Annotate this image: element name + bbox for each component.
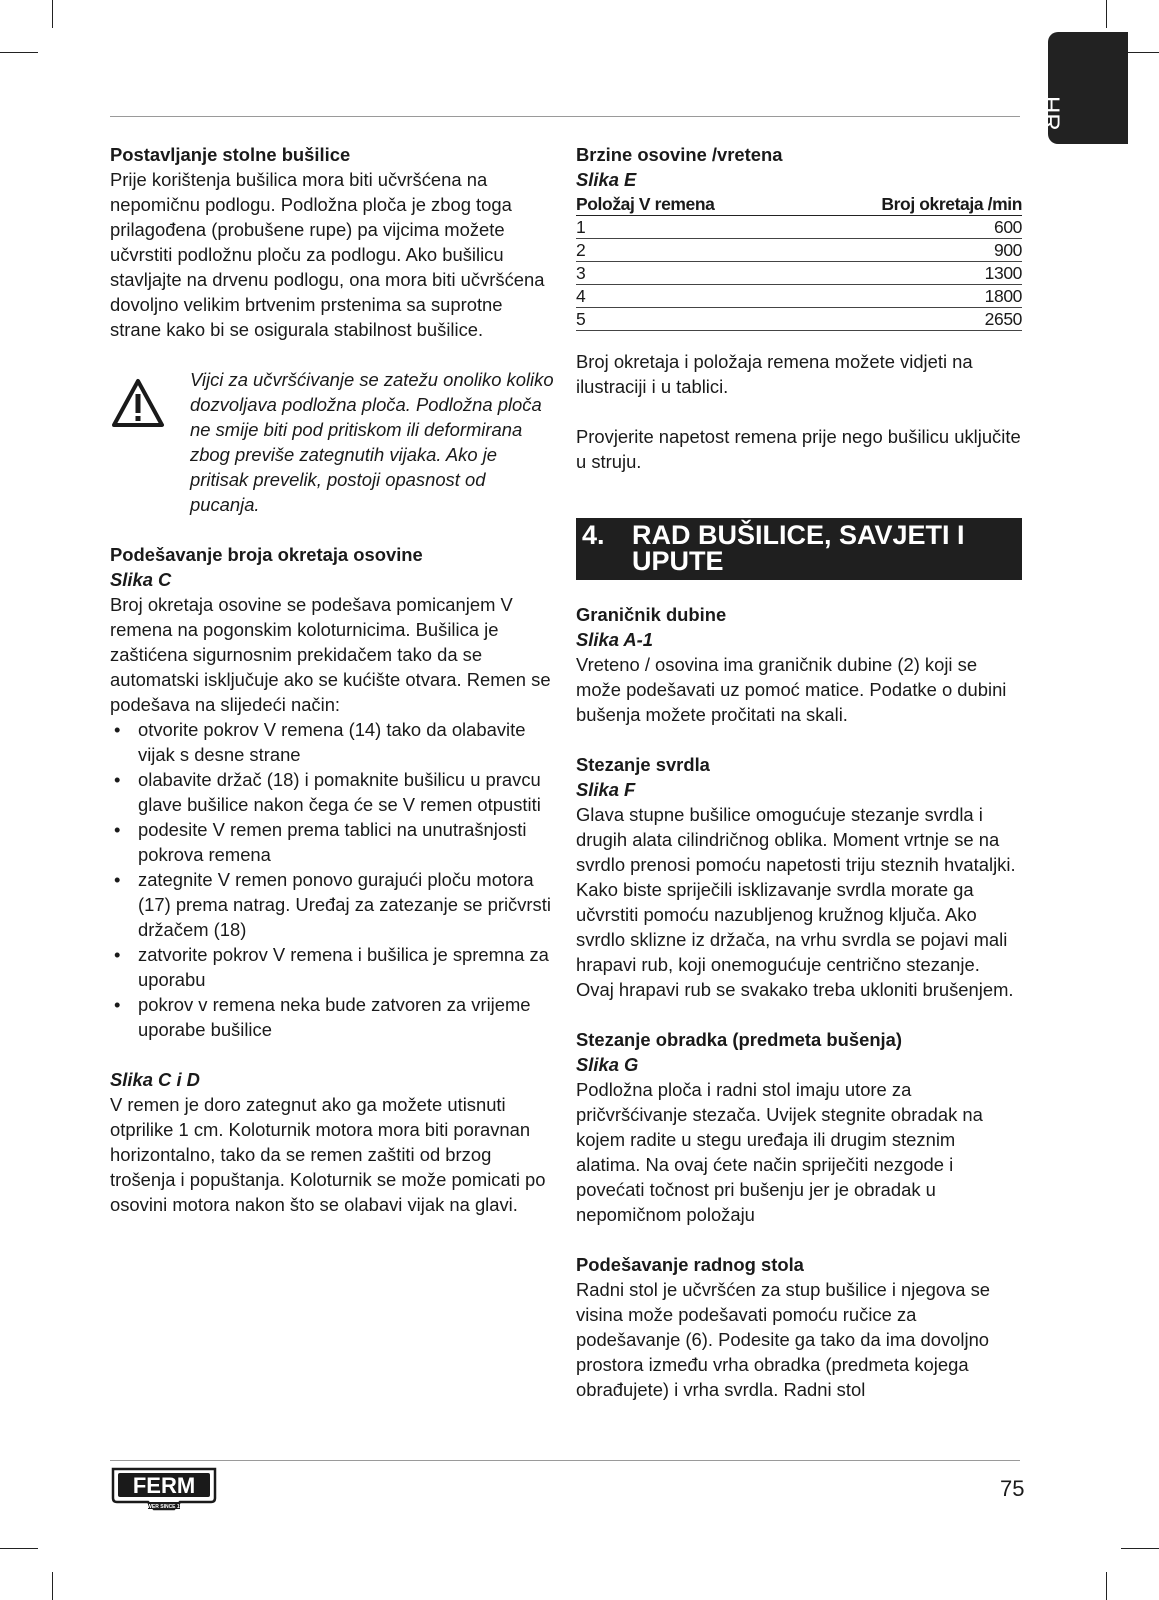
crop-mark — [52, 0, 53, 28]
right-column — [576, 142, 1022, 1402]
table-row — [576, 308, 1022, 331]
crop-mark — [0, 1548, 38, 1549]
logo-tagline: POWER SINCE 1965 — [139, 1504, 189, 1510]
figure-reference: Slika G — [576, 1054, 639, 1075]
table-header-row — [576, 192, 1022, 216]
chapter-title: RAD BUŠILICE, SAVJETI I UPUTE — [632, 520, 965, 576]
section-heading: Graničnik dubine — [576, 604, 727, 625]
paragraph: Glava stupne bušilice omogućuje stezanje svrdla i drugih alata cilindričnog oblika. Moment vrtnje se na svrdlo prenosi pomoću napetosti triju steznih hvataljki. Kako biste spriječili isklizavanje svrdla morate ga učvrstiti pomoću nazubljenog kružnog ključa. Ako svrdlo sklizne iz držača, na vrhu svrdla se pojavi mali hrapavi rub, koji onemogućuje centrično stezanje. Ovaj hrapavi rub se svakako treba ukloniti brušenjem. — [576, 804, 1016, 1000]
warning-block — [110, 367, 558, 517]
paragraph: Broj okretaja osovine se podešava pomicanjem V remena na pogonskim koloturnicima. Bušilica je zaštićena sigurnosnim prekidačem tako da se automatski isključuje ako se kućište otvara. Remen se podešava na slijedeći način: — [110, 594, 551, 715]
logo-text: FERM — [132, 1473, 196, 1498]
table-cell: 1 — [576, 216, 797, 239]
paragraph: Vreteno / osovina ima graničnik dubine (2) koji se može podešavati uz pomoć matice. Podatke o dubini bušenja možete pročitati na skali. — [576, 654, 1007, 725]
crop-mark — [0, 52, 38, 53]
list-item: • podesite V remen prema tablici na unutrašnjosti pokrova remena — [110, 817, 558, 867]
list-item: • olabavite držač (18) i pomaknite bušilicu u pravcu glave bušilice nakon čega će se V remen otpustiti — [110, 767, 558, 817]
table-cell: 5 — [576, 308, 797, 331]
chapter-heading-bar — [576, 518, 1022, 580]
figure-reference: Slika F — [576, 779, 636, 800]
list-item: • zatvorite pokrov V remena i bušilica je spremna za uporabu — [110, 942, 558, 992]
table-cell: 600 — [797, 216, 1022, 239]
chapter-number: 4. — [582, 520, 605, 550]
crop-mark — [1106, 0, 1107, 28]
warning-text: Vijci za učvršćivanje se zatežu onoliko koliko dozvoljava podložna ploča. Podložna ploča ne smije biti pod pritiskom ili deformirana zbog previše zategnutih vijaka. Ako je pritisak prevelik, postoji opasnost od pucanja. — [190, 369, 554, 515]
paragraph: Broj okretaja i položaja remena možete vidjeti na ilustraciji i u tablici. — [576, 351, 973, 397]
table-row — [576, 239, 1022, 262]
column-header: Položaj V remena — [576, 192, 797, 216]
table-cell: 1300 — [797, 262, 1022, 285]
paragraph: Podložna ploča i radni stol imaju utore za pričvršćivanje stezača. Uvijek stegnite obradak na kojem radite u stegu uređaja ili drugim steznim alatima. Na ovaj ćete način spriječiti nezgode i povećati točnost pri bušenju jer je obradak u nepomičnom položaju — [576, 1079, 983, 1225]
table-cell: 2650 — [797, 308, 1022, 331]
paragraph: Radni stol je učvršćen za stup bušilice i njegova se visina može podešavati pomoću ručice za podešavanje (6). Podesite ga tako da ima dovoljno prostora između vrha obradka (predmeta kojega obrađujete) i vrha svrdla. Radni stol — [576, 1279, 991, 1400]
table-cell: 2 — [576, 239, 797, 262]
crop-mark — [52, 1572, 53, 1600]
paragraph: Provjerite napetost remena prije nego bušilicu uključite u struju. — [576, 426, 1021, 472]
list-item: • pokrov v remena neka bude zatvoren za vrijeme uporabe bušilice — [110, 992, 558, 1042]
table-cell: 900 — [797, 239, 1022, 262]
figure-reference: Slika A-1 — [576, 629, 654, 650]
bullet-list — [110, 717, 558, 1042]
language-tab-label: HR — [1037, 96, 1064, 131]
spindle-speed-table — [576, 192, 1022, 331]
section-heading: Brzine osovine /vretena — [576, 144, 783, 165]
table-cell: 1800 — [797, 285, 1022, 308]
crop-mark — [1106, 1572, 1107, 1600]
left-column — [110, 142, 558, 1217]
section-heading: Podešavanje broja okretaja osovine — [110, 544, 423, 565]
top-rule — [110, 116, 1020, 117]
ferm-logo — [110, 1466, 218, 1517]
table-row — [576, 285, 1022, 308]
paragraph: V remen je doro zategnut ako ga možete utisnuti otprilike 1 cm. Koloturnik motora mora biti poravnan horizontalno, tako da se remen zaštiti od brzog trošenja i popuštanja. Koloturnik se može pomicati po osovini motora nakon što se olabavi vijak na glavi. — [110, 1094, 546, 1215]
section-heading: Stezanje obradka (predmeta bušenja) — [576, 1029, 903, 1050]
section-heading: Podešavanje radnog stola — [576, 1254, 804, 1275]
bottom-rule — [110, 1460, 1020, 1461]
column-header: Broj okretaja /min — [797, 192, 1022, 216]
paragraph: Prije korištenja bušilica mora biti učvršćena na nepomičnu podlogu. Podložna ploča je zbog toga prilagođena (probušene rupe) pa vijcima možete učvrstiti podložnu ploču za podlogu. Ako bušilicu stavljajte na drvenu podlogu, ona mora biti učvršćena dovoljno velikim brtvenim prstenima sa suprotne strane kako bi se osigurala stabilnost bušilice. — [110, 169, 545, 340]
figure-reference: Slika C i D — [110, 1069, 200, 1090]
section-heading: Stezanje svrdla — [576, 754, 710, 775]
warning-triangle-icon — [110, 367, 190, 517]
figure-reference: Slika E — [576, 169, 637, 190]
figure-reference: Slika C — [110, 569, 172, 590]
page-number: 75 — [1000, 1476, 1025, 1501]
crop-mark — [1121, 1548, 1159, 1549]
table-cell: 3 — [576, 262, 797, 285]
table-row — [576, 216, 1022, 239]
list-item: • otvorite pokrov V remena (14) tako da olabavite vijak s desne strane — [110, 717, 558, 767]
table-cell: 4 — [576, 285, 797, 308]
table-row — [576, 262, 1022, 285]
section-heading: Postavljanje stolne bušilice — [110, 144, 351, 165]
list-item: • zategnite V remen ponovo gurajući ploču motora (17) prema natrag. Uređaj za zatezanje se pričvrsti držačem (18) — [110, 867, 558, 942]
